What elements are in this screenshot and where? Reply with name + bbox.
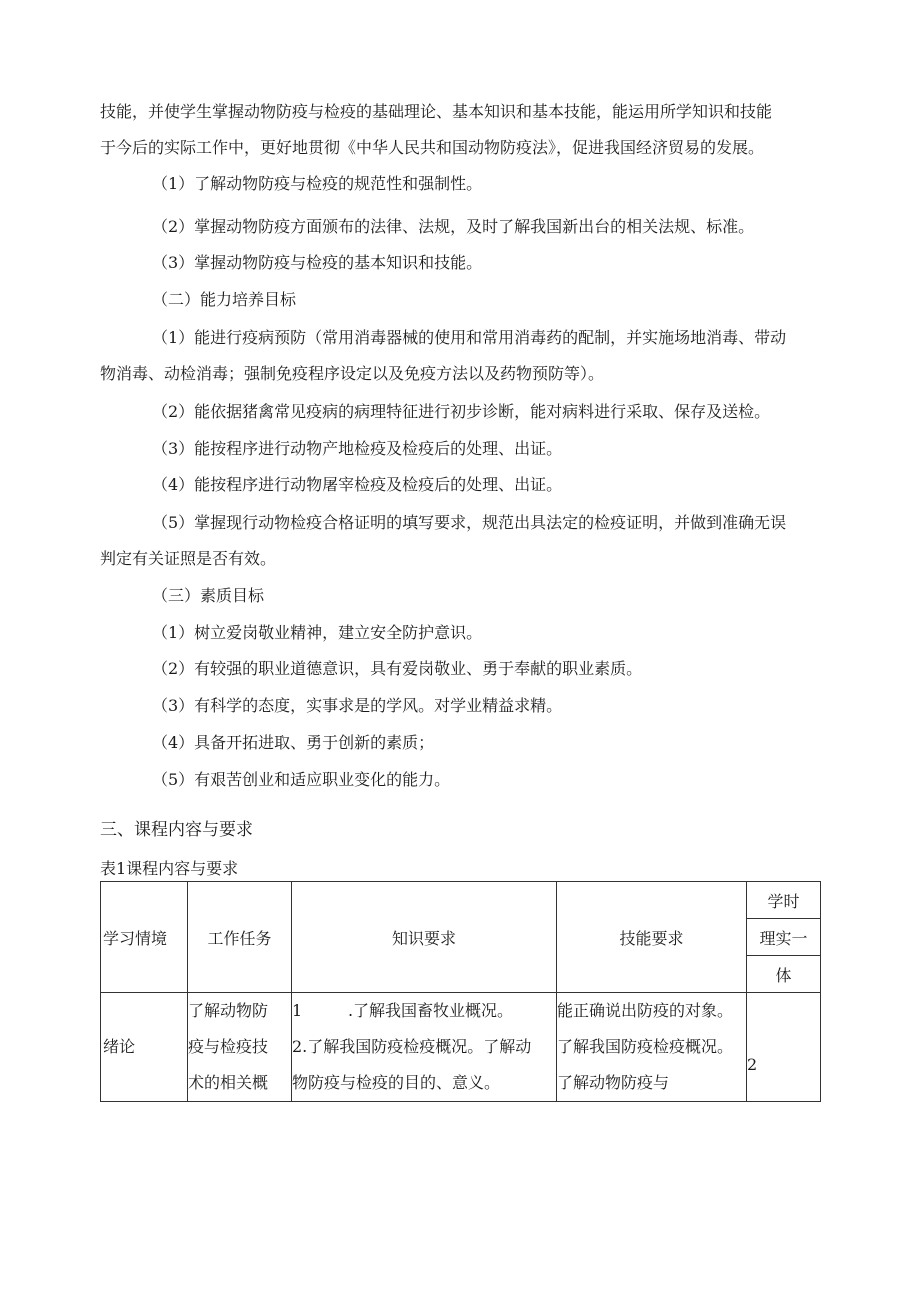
cell-line: 2 (747, 1055, 758, 1074)
cell-skill (557, 993, 747, 1102)
cell-line: 了解动物防 (188, 1001, 269, 1020)
knowledge-goal-3: （3）掌握动物防疫与检疫的基本知识和技能。 (152, 253, 483, 272)
cell-knowledge (292, 993, 557, 1102)
knowledge-goal-2: （2）掌握动物防疫方面颁布的法律、法规，及时了解我国新出台的相关法规、标准。 (152, 217, 755, 236)
header-skill-requirements: 技能要求 (557, 882, 747, 993)
cell-line: 2.了解我国防疫检疫概况。了解动 (292, 1037, 532, 1056)
text-line: （5）掌握现行动物检疫合格证明的填写要求，规范出具法定的检疫证明，并做到准确无误 (152, 513, 787, 532)
course-content-table (100, 881, 821, 1102)
intro-paragraph (100, 94, 822, 166)
text-line: 物消毒、动检消毒；强制免疫程序设定以及免疫方法以及药物预防等）。 (100, 364, 605, 383)
header-hours-sub-2: 体 (747, 956, 821, 993)
quality-goal-5: （5）有艰苦创业和适应职业变化的能力。 (152, 770, 451, 789)
table-row (101, 993, 821, 1102)
text-line: 技能，并使学生掌握动物防疫与检疫的基础理论、基本知识和基本技能，能运用所学知识和技能 (100, 102, 773, 121)
table-caption: 表1课程内容与要求 (100, 859, 239, 878)
cell-line: 疫与检疫技 (188, 1037, 269, 1056)
cell-line: 了解动物防疫与 (557, 1073, 670, 1092)
header-work-task: 工作任务 (188, 882, 292, 993)
header-hours-sub-1: 理实一 (747, 919, 821, 956)
quality-goal-3: （3）有科学的态度，实事求是的学风。对学业精益求精。 (152, 696, 563, 715)
quality-goal-1: （1）树立爱岗敬业精神，建立安全防护意识。 (152, 623, 483, 642)
table-header-row (101, 882, 821, 919)
quality-goals-title: （三）素质目标 (152, 586, 265, 605)
text-line: （1）能进行疫病预防（常用消毒器械的使用和常用消毒药的配制，并实施场地消毒、带动 (152, 328, 787, 347)
cell-situation: 绪论 (101, 993, 188, 1102)
cell-line: 术的相关概 (188, 1073, 269, 1092)
ability-goal-3: （3）能按程序进行动物产地检疫及检疫后的处理、出证。 (152, 439, 563, 458)
section-heading: 三、课程内容与要求 (100, 820, 253, 840)
cell-hours (747, 993, 821, 1102)
header-learning-situation: 学习情境 (101, 882, 188, 993)
ability-goal-2: （2）能依据猪禽常见疫病的病理特征进行初步诊断，能对病料进行采取、保存及送检。 (152, 402, 771, 421)
ability-goal-5 (100, 505, 822, 577)
cell-line: 了解我国防疫检疫概况。 (557, 1037, 734, 1056)
ability-goal-1 (100, 320, 822, 392)
text-line: 判定有关证照是否有效。 (100, 549, 277, 568)
knowledge-goal-1: （1）了解动物防疫与检疫的规范性和强制性。 (152, 174, 483, 193)
ability-goal-4: （4）能按程序进行动物屠宰检疫及检疫后的处理、出证。 (152, 475, 563, 494)
quality-goal-2: （2）有较强的职业道德意识，具有爱岗敬业、勇于奉献的职业素质。 (152, 659, 643, 678)
header-knowledge-requirements: 知识要求 (292, 882, 557, 993)
cell-line: 能正确说出防疫的对象。 (557, 1001, 734, 1020)
cell-task (188, 993, 292, 1102)
text-line: 于今后的实际工作中，更好地贯彻《中华人民共和国动物防疫法》，促进我国经济贸易的发展。 (100, 138, 765, 157)
cell-line: 物防疫与检疫的目的、意义。 (292, 1073, 501, 1092)
ability-goals-title: （二）能力培养目标 (152, 290, 297, 309)
header-hours: 学时 (747, 882, 821, 919)
cell-line: 1 .了解我国畜牧业概况。 (292, 1001, 514, 1020)
quality-goal-4: （4）具备开拓进取、勇于创新的素质； (152, 733, 435, 752)
